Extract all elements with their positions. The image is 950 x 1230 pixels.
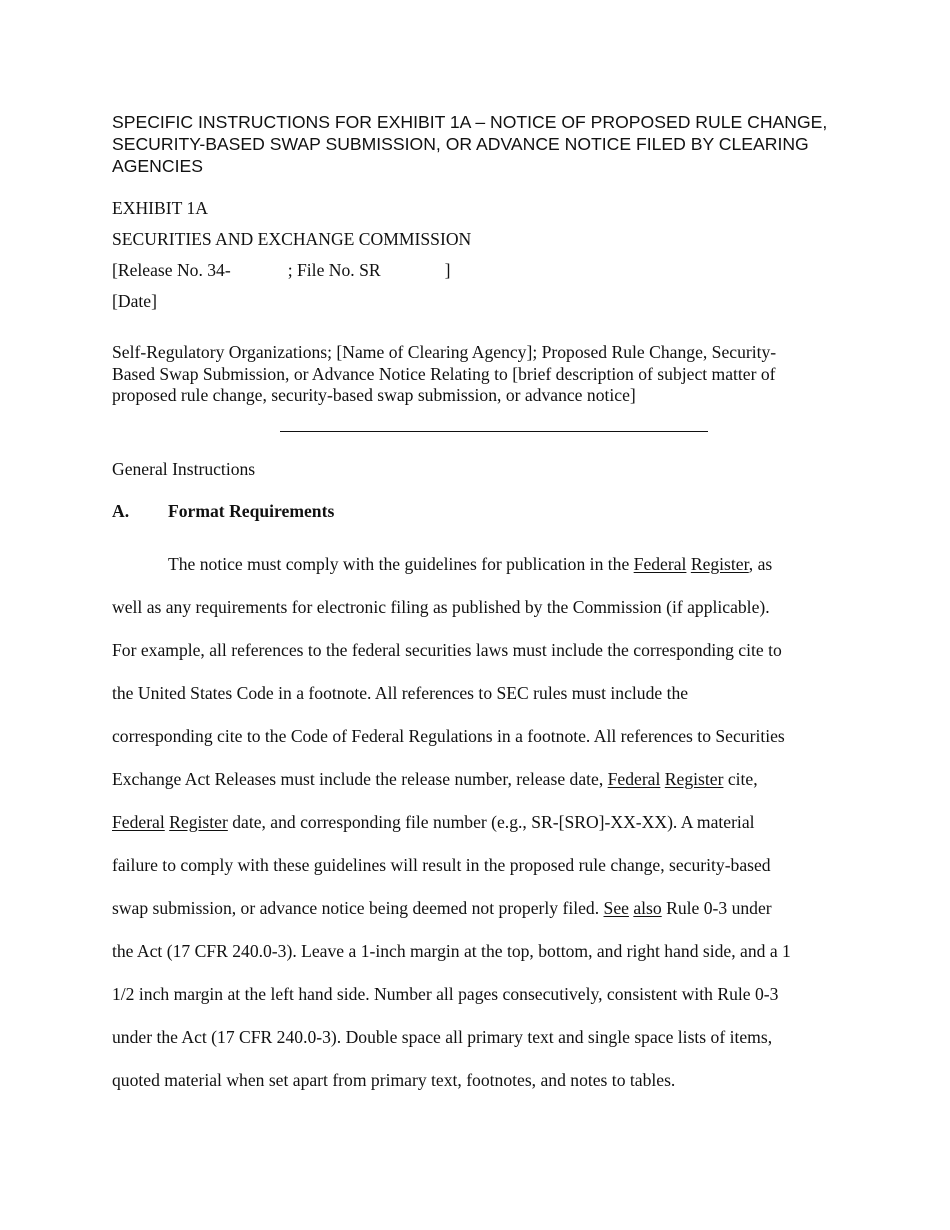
release-number-label: [Release No. 34- (112, 260, 231, 280)
paragraph-line: well as any requirements for electronic filing as published by the Commission (if applicable). (112, 597, 770, 617)
general-instructions-heading: General Instructions (112, 459, 256, 479)
subject-line: Self-Regulatory Organizations; [Name of Clearing Agency]; Proposed Rule Change, Security- (112, 342, 777, 362)
document-heading (112, 111, 842, 177)
release-line (112, 259, 450, 281)
federal-register-reference: Register (690, 554, 749, 574)
paragraph-line: 1/2 inch margin at the left hand side. Number all pages consecutively, consistent with Rule 0-3 (112, 984, 779, 1004)
paragraph-line: Exchange Act Releases must include the release number, release date, Federal Register cite, (112, 769, 758, 789)
section-title: Format Requirements (168, 501, 335, 521)
paragraph-line: swap submission, or advance notice being deemed not properly filed. See also Rule 0-3 under (112, 898, 772, 918)
format-requirements-paragraph (112, 543, 842, 1102)
section-a-heading (112, 500, 334, 522)
paragraph-line: under the Act (17 CFR 240.0-3). Double space all primary text and single space lists of items, (112, 1027, 773, 1047)
paragraph-line: the United States Code in a footnote. All references to SEC rules must include the (112, 683, 689, 703)
federal-register-reference: Federal (607, 769, 661, 789)
horizontal-rule (280, 431, 708, 432)
section-number: A. (112, 501, 130, 521)
paragraph-line: The notice must comply with the guidelines for publication in the Federal Register, as (168, 554, 773, 574)
federal-register-reference: Federal (112, 812, 165, 832)
paragraph-line: Federal Register date, and corresponding file number (e.g., SR-[SRO]-XX-XX). A material (112, 812, 755, 832)
paragraph-line: failure to comply with these guidelines will result in the proposed rule change, security-based (112, 855, 771, 875)
paragraph-line: For example, all references to the federal securities laws must include the corresponding cite to (112, 640, 782, 660)
subject-line: proposed rule change, security-based swap submission, or advance notice] (112, 385, 636, 405)
paragraph-line: the Act (17 CFR 240.0-3). Leave a 1-inch margin at the top, bottom, and right hand side, and a 1 (112, 941, 791, 961)
heading-line: SECURITY-BASED SWAP SUBMISSION, OR ADVANCE NOTICE FILED BY CLEARING (112, 134, 809, 154)
heading-line: AGENCIES (112, 156, 203, 176)
heading-line: SPECIFIC INSTRUCTIONS FOR EXHIBIT 1A – NOTICE OF PROPOSED RULE CHANGE, (112, 112, 828, 132)
federal-register-reference: Register (169, 812, 228, 832)
agency-name: SECURITIES AND EXCHANGE COMMISSION (112, 229, 472, 249)
release-close-bracket: ] (444, 260, 451, 280)
exhibit-label: EXHIBIT 1A (112, 198, 208, 218)
subject-caption (112, 342, 842, 407)
paragraph-line: corresponding cite to the Code of Federal Regulations in a footnote. All references to Securities (112, 726, 785, 746)
date-placeholder: [Date] (112, 291, 157, 311)
see-also-signal: See (603, 898, 629, 918)
federal-register-reference: Federal (633, 554, 687, 574)
subject-line: Based Swap Submission, or Advance Notice Relating to [brief description of subject matter of (112, 363, 776, 384)
file-number-label: ; File No. SR (287, 260, 381, 280)
federal-register-reference: Register (664, 769, 724, 789)
see-also-signal: also (633, 898, 662, 918)
paragraph-line: quoted material when set apart from primary text, footnotes, and notes to tables. (112, 1070, 676, 1090)
